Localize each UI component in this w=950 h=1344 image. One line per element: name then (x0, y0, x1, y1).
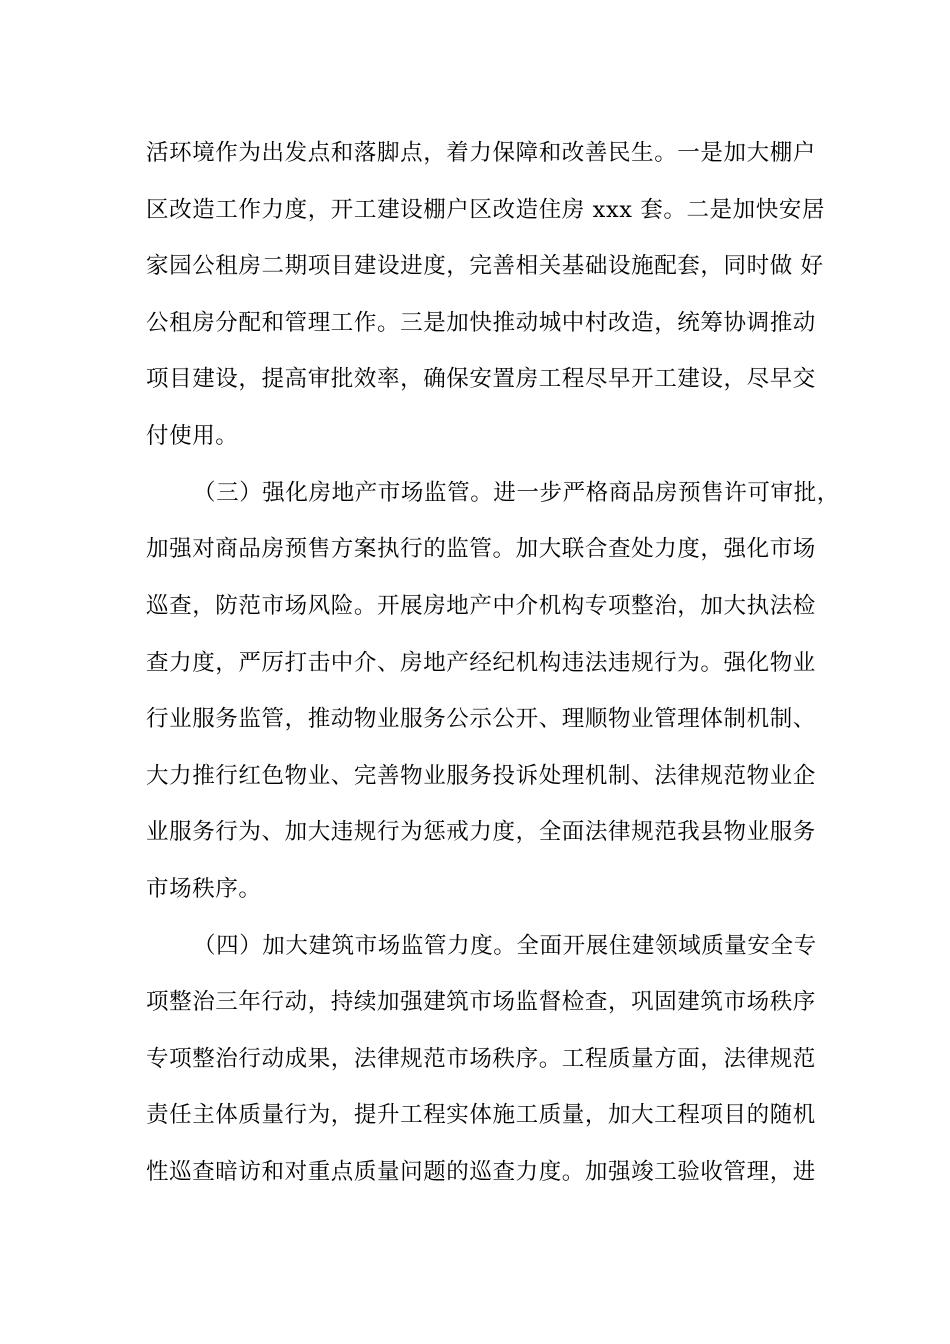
text-line-19: 性巡查暗访和对重点质量问题的巡查力度。加强竣工验收管理，进 (146, 1159, 816, 1185)
section-three-heading-line: （三）强化房地产市场监管。进一步严格商品房预售许可审批， (193, 480, 840, 506)
text-line-17: 专项整治行动成果，法律规范市场秩序。工程质量方面，法律规范 (146, 1046, 816, 1072)
text-line-10: 查力度，严厉打击中介、房地产经纪机构违法违规行为。强化物业 (146, 650, 816, 676)
text-line-11: 行业服务监管，推动物业服务公示公开、理顺物业管理体制机制、 (146, 706, 816, 732)
text-line-9: 巡查，防范市场风险。开展房地产中介机构专项整治，加大执法检 (146, 593, 816, 619)
text-line-4: 公租房分配和管理工作。三是加快推动城中村改造，统筹协调推动 (146, 310, 816, 336)
text-line-18: 责任主体质量行为，提升工程实体施工质量，加大工程项目的随机 (146, 1102, 816, 1128)
text-line-3: 家园公租房二期项目建设进度，完善相关基础设施配套，同时做 好 (146, 253, 824, 279)
text-line-2: 区改造工作力度，开工建设棚户区改造住房 xxx 套。二是加快安居 (146, 197, 826, 223)
text-line-8: 加强对商品房预售方案执行的监管。加大联合查处力度，强化市场 (146, 536, 816, 562)
text-line-6: 付使用。 (146, 423, 239, 449)
text-line-14: 市场秩序。 (146, 876, 262, 902)
text-line-13: 业服务行为、加大违规行为惩戒力度，全面法律规范我县物业服务 (146, 819, 816, 845)
section-four-heading-line: （四）加大建筑市场监管力度。全面开展住建领域质量安全专 (193, 933, 817, 959)
text-line-1: 活环境作为出发点和落脚点，着力保障和改善民生。一是加大棚户 (146, 140, 816, 166)
text-line-12: 大力推行红色物业、完善物业服务投诉处理机制、法律规范物业企 (146, 763, 816, 789)
text-line-16: 项整治三年行动，持续加强建筑市场监督检查，巩固建筑市场秩序 (146, 989, 816, 1015)
text-line-5: 项目建设，提高审批效率，确保安置房工程尽早开工建设，尽早交 (146, 366, 816, 392)
